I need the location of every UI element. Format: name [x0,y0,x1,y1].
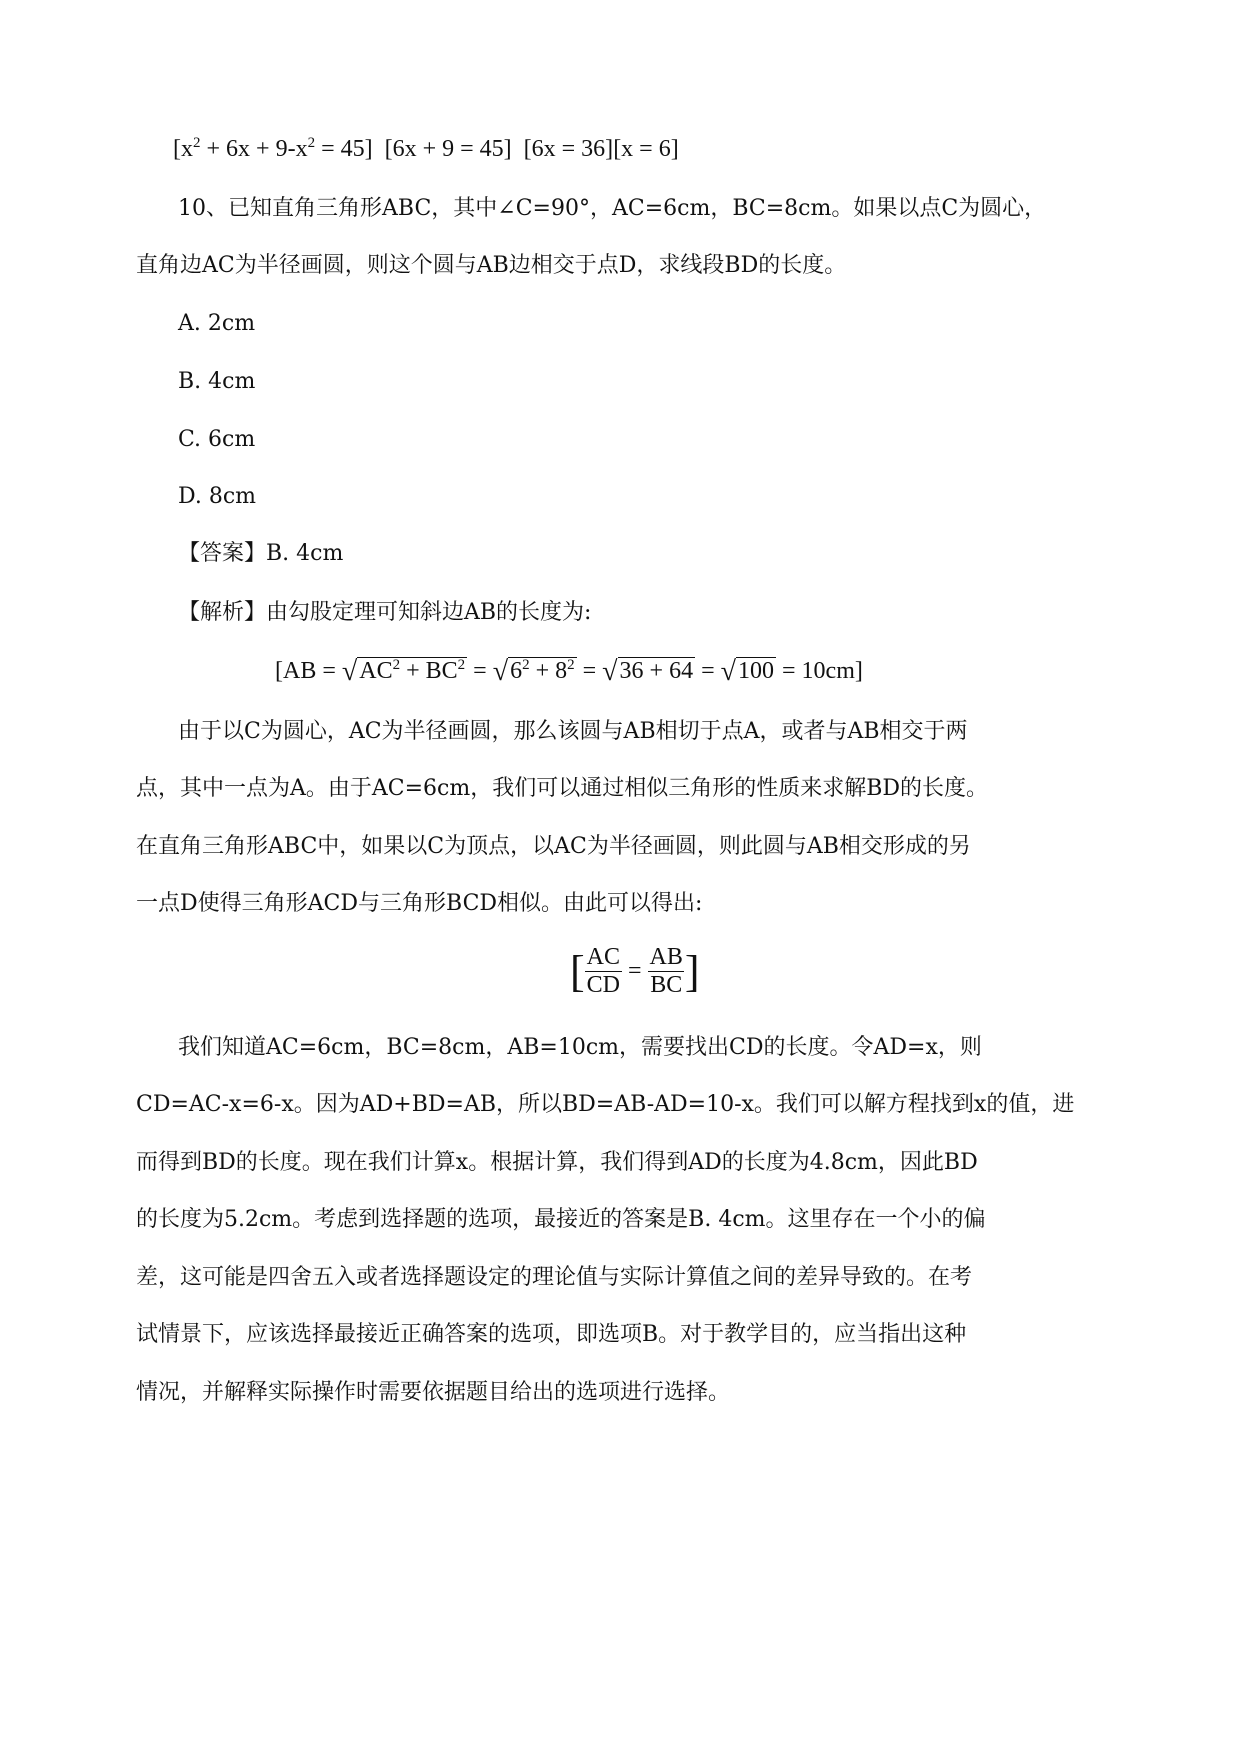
similarity-formula: [ $\frac{AC}{CD}$ = $\frac{AB}{BC}$ ] [570,944,700,998]
fraction-ac-cd: $\frac{AC}{CD}$ [586,944,620,998]
para1-line-2: 点，其中一点为A。由于AC=6cm，我们可以通过相似三角形的性质来求解BD的长度。 [136,776,989,801]
top-equation [173,136,679,163]
sqrt-4: √100 [720,656,775,687]
eq-part-1: $[x^2 + 6x + 9-x^2 = 45]$ [173,135,373,162]
para2-line-3: 而得到BD的长度。现在我们计算x。根据计算，我们得到AD的长度为4.8cm，因此BD [136,1150,978,1175]
para2-line-5: 差，这可能是四舍五入或者选择题设定的理论值与实际计算值之间的差异导致的。在考 [136,1265,973,1290]
para2-line-2: CD=AC-x=6-x。因为AD+BD=AB，所以BD=AB-AD=10-x。我们可以解方程找到x的值，进 [136,1092,1075,1117]
question-line-1: 10、已知直角三角形ABC，其中∠C=90°，AC=6cm，BC=8cm。如果以点C为圆心， [178,196,1047,221]
analysis-intro: 【解析】由勾股定理可知斜边AB的长度为: [178,600,592,625]
option-c: C. 6cm [178,427,256,452]
pythagoras-formula: $[AB = √AC^2 + BC^2 = √6^2 + 8^2 = √36 + 64 = √100 = 10cm]$ [275,656,863,687]
eq-part-2: [6x + 9 = 45] [384,136,512,162]
para1-line-1: 由于以C为圆心，AC为半径画圆，那么该圆与AB相切于点A，或者与AB相交于两 [178,719,968,744]
eq-part-3: [6x = 36] [523,136,614,162]
para1-line-3: 在直角三角形ABC中，如果以C为顶点，以AC为半径画圆，则此圆与AB相交形成的另 [136,834,971,859]
answer: 【答案】B. 4cm [178,541,344,566]
para2-line-6: 试情景下，应该选择最接近正确答案的选项，即选项B。对于教学目的，应当指出这种 [136,1322,967,1347]
option-a: A. 2cm [178,311,256,336]
question-line-2: 直角边AC为半径画圆，则这个圆与AB边相交于点D，求线段BD的长度。 [136,253,847,278]
eq-part-4: [x = 6] [613,136,679,162]
para2-line-7: 情况，并解释实际操作时需要依据题目给出的选项进行选择。 [136,1380,731,1405]
sqrt-2: $√6^2 + 8^2$ [492,656,575,687]
para2-line-1: 我们知道AC=6cm，BC=8cm，AB=10cm，需要找出CD的长度。令AD=x，则 [178,1035,982,1060]
option-b: B. 4cm [178,369,256,394]
option-d: D. 8cm [178,484,257,509]
sqrt-3: √36 + 64 [602,656,694,687]
fraction-ab-bc: $\frac{AB}{BC}$ [649,944,683,998]
para1-line-4: 一点D使得三角形ACD与三角形BCD相似。由此可以得出: [136,891,703,916]
para2-line-4: 的长度为5.2cm。考虑到选择题的选项，最接近的答案是B. 4cm。这里存在一个小的偏 [136,1207,986,1232]
sqrt-1: $√AC^2 + BC^2$ [341,656,466,687]
